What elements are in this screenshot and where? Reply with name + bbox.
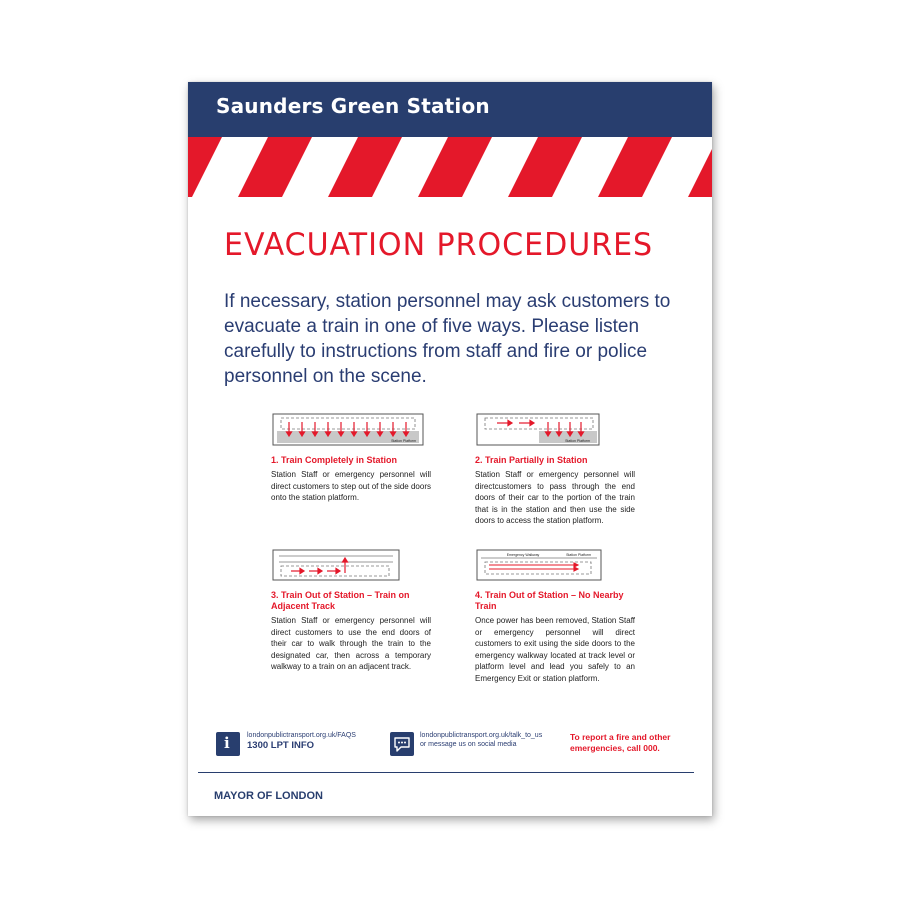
procedure-title: 4. Train Out of Station – No Nearby Train	[475, 590, 624, 611]
footer-divider	[198, 772, 694, 773]
page-title: EVACUATION PROCEDURES	[224, 227, 654, 263]
intro-paragraph: If necessary, station personnel may ask customers to evacuate a train in one of five ways. Please listen carefully to instructions from staff and fire or police personnel on the scene.	[224, 291, 671, 387]
procedure-text: Station Staff or emergency personnel will direct customers to use the end doors of their car to walk through the train to the designated car, then across a temporary walkway to a train on an adjacent track.	[271, 616, 431, 671]
talk-to-us-link[interactable]: londonpublictransport.org.uk/talk_to_us	[420, 732, 543, 739]
diagram-label: Station Platform	[391, 439, 416, 443]
no-nearby-train-diagram	[475, 548, 603, 582]
diagram-label-right: Station Platform	[566, 553, 591, 557]
procedure-title: 3. Train Out of Station – Train on Adjacent Track	[271, 590, 410, 611]
train-in-station-diagram	[271, 412, 425, 447]
mayor-of-london-logo: MAYOR OF LONDON	[214, 790, 323, 802]
header-band	[188, 82, 712, 137]
info-icon: i	[216, 732, 240, 756]
social-media-note: or message us on social media	[420, 741, 517, 748]
diagram-label: Station Platform	[565, 439, 590, 443]
procedure-title: 1. Train Completely in Station	[271, 455, 398, 465]
info-phone: 1300 LPT INFO	[247, 740, 315, 751]
emergency-report-note: To report a fire and other emergencies, call 000.	[570, 732, 671, 753]
procedure-title: 2. Train Partially in Station	[475, 455, 588, 465]
chat-icon	[390, 732, 414, 756]
train-partially-in-station-diagram	[475, 412, 601, 447]
info-contact	[216, 730, 376, 758]
faq-link[interactable]: londonpublictransport.org.uk/FAQS	[247, 732, 356, 739]
procedure-text: Station Staff or emergency personnel will directcustomers to pass through the end doors of their car to the portion of the train that is in the station and then use the side doors to access the station platform.	[475, 470, 635, 525]
evacuation-poster	[188, 82, 712, 816]
procedure-3	[271, 548, 431, 673]
procedure-4	[475, 548, 635, 684]
diagram-label-left: Emergency Walkway	[506, 553, 540, 557]
talk-to-us-contact	[390, 730, 560, 758]
procedure-2	[475, 412, 635, 527]
procedure-text: Station Staff or emergency personnel will direct customers to step out of the side doors onto the station platform.	[271, 470, 431, 502]
adjacent-track-diagram	[271, 548, 401, 582]
procedure-text: Once power has been removed, Station Staff or emergency personnel will direct customers to exit using the side doors to the emergency walkway located at track level or platform level and lead you safely to an Emergency Exit or station platform.	[475, 616, 635, 683]
procedure-1	[271, 412, 431, 504]
hazard-stripe	[188, 137, 712, 197]
station-name: Saunders Green Station	[216, 94, 490, 118]
